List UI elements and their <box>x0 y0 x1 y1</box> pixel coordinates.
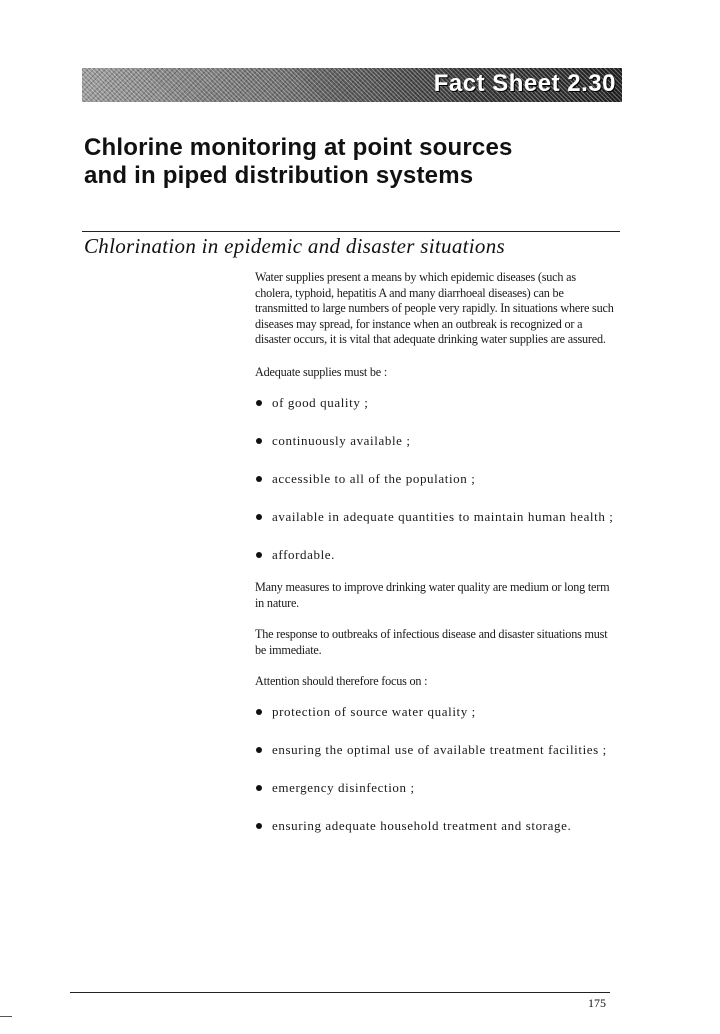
measures-paragraph: Many measures to improve drinking water quality are medium or long term in nature. <box>255 580 610 610</box>
list-item: emergency disinfection ; <box>255 780 615 818</box>
page-title <box>84 134 604 190</box>
list-item: ensuring the optimal use of available treatment facilities ; <box>255 742 615 780</box>
bullet-icon <box>256 709 262 715</box>
page-title-line-2: and in piped distribution systems <box>84 162 474 189</box>
bullet-icon <box>256 823 262 829</box>
bullet-icon <box>256 514 262 520</box>
bullet-icon <box>256 747 262 753</box>
attention-lead-text: Attention should therefore focus on : <box>255 674 428 688</box>
bullet-icon <box>256 785 262 791</box>
bullet-icon <box>256 552 262 558</box>
margin-mark <box>0 1016 12 1017</box>
bullet-icon <box>256 438 262 444</box>
bullet-icon <box>256 476 262 482</box>
attention-list <box>255 704 615 856</box>
list-item: ensuring adequate household treatment and storage. <box>255 818 615 856</box>
list-item: affordable. <box>255 547 615 585</box>
list-item: available in adequate quantities to maintain human health ; <box>255 509 615 547</box>
fact-sheet-label: Fact Sheet 2.30 <box>433 70 616 97</box>
intro-paragraph: Water supplies present a means by which epidemic diseases (such as cholera, typhoid, hepatitis A and many diarrhoeal diseases) can be transmitted to large numbers of people very rapidly. In situations where such diseases may spread, for instance when an outbreak is recognized or a disaster occurs, it is vital that adequate drinking water supplies are assured. <box>255 270 614 346</box>
list-item: of good quality ; <box>255 395 615 433</box>
section-heading: Chlorination in epidemic and disaster situations <box>84 234 505 258</box>
response-paragraph: The response to outbreaks of infectious disease and disaster situations must be immediate. <box>255 627 608 657</box>
list-item: protection of source water quality ; <box>255 704 615 742</box>
fact-sheet-header-band <box>82 68 622 102</box>
title-divider <box>82 231 620 232</box>
list-item: accessible to all of the population ; <box>255 471 615 509</box>
page-number: 175 <box>588 996 606 1010</box>
page-title-line-1: Chlorine monitoring at point sources <box>84 134 513 161</box>
supplies-lead-text: Adequate supplies must be : <box>255 364 388 379</box>
list-item: continuously available ; <box>255 433 615 471</box>
bullet-icon <box>256 400 262 406</box>
body-content <box>255 270 615 856</box>
footer-divider <box>70 992 610 993</box>
supplies-list <box>255 395 615 585</box>
